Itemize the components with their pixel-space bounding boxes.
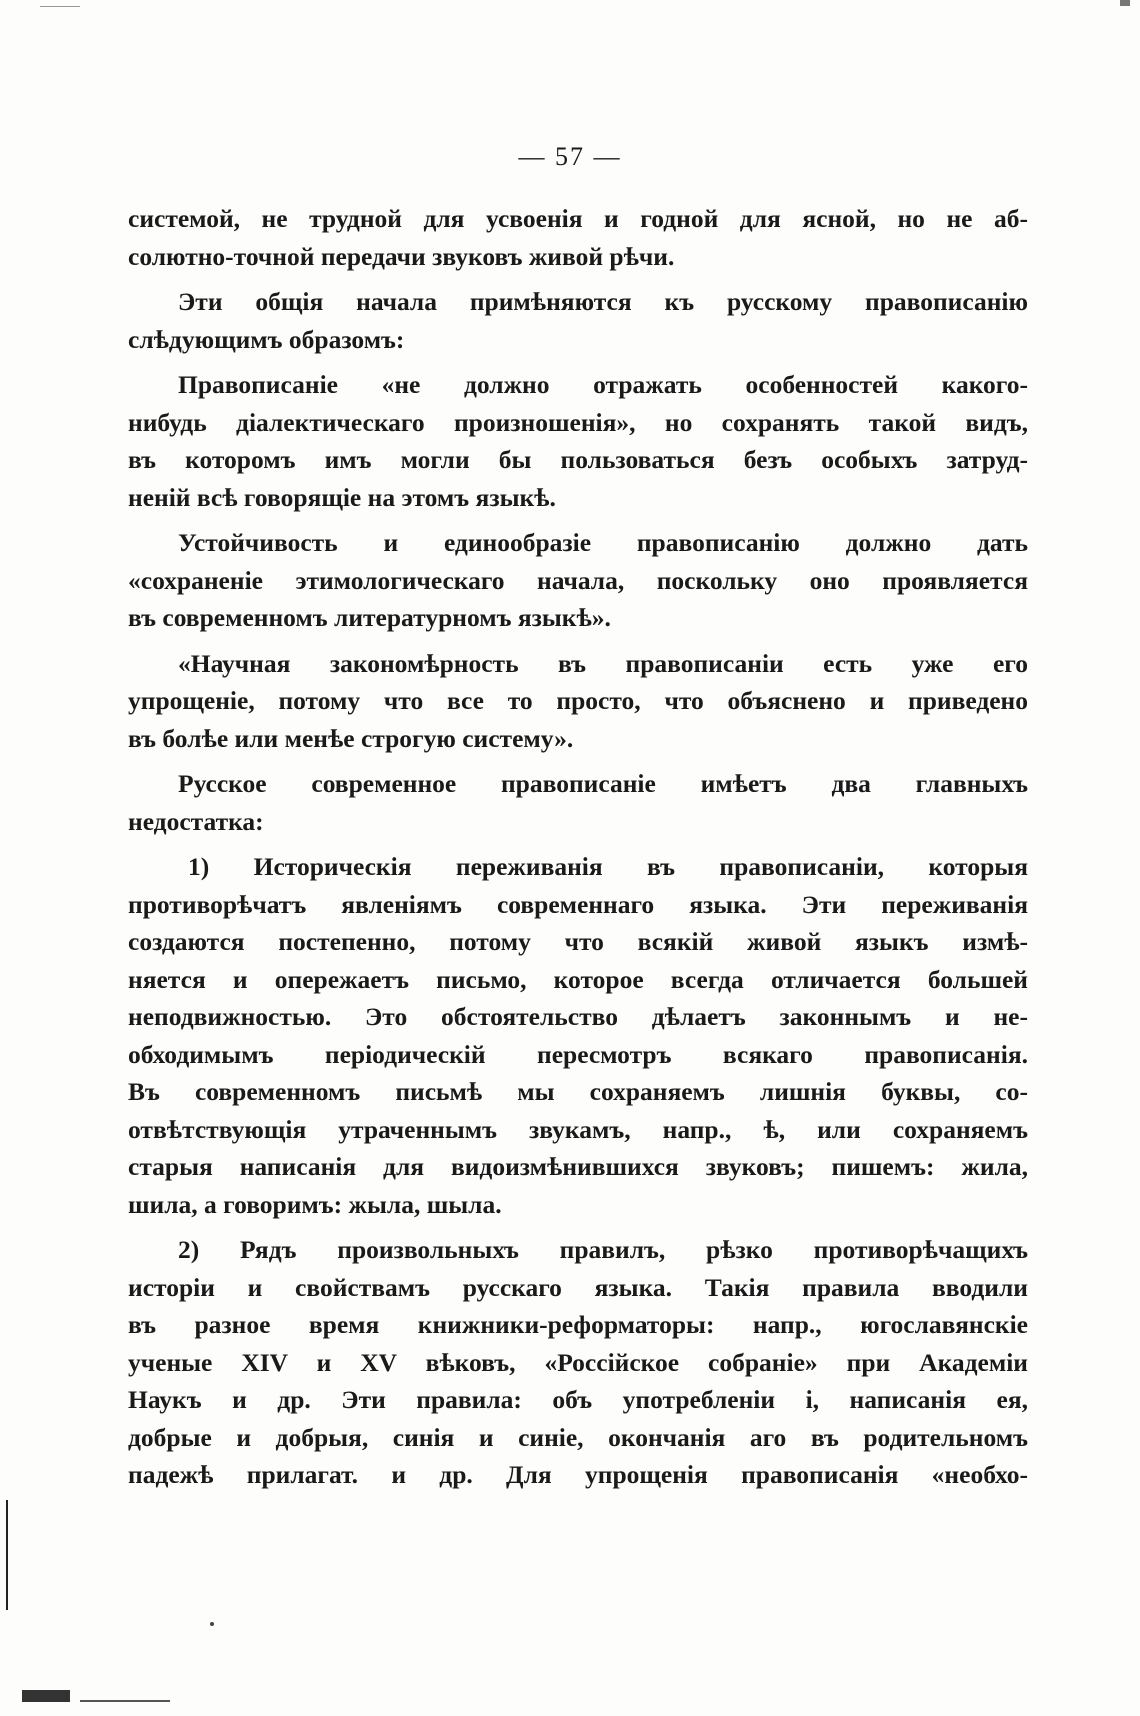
text-line: нибудь діалектическаго произношенія», но сохранять такой видъ, <box>128 407 1028 437</box>
text-line: неподвижностью. Это обстоятельство дѣлаетъ законнымъ и не- <box>128 1002 1028 1031</box>
text-line: въ разное время книжники-реформаторы: напр., югославянскіе <box>128 1310 1028 1339</box>
scan-top-right-mark <box>1120 0 1130 6</box>
text-line: Русское современное правописаніе имѣетъ два главныхъ <box>178 769 1028 798</box>
text-line: противорѣчатъ явленіямъ современнаго языка. Эти переживанія <box>128 889 1028 919</box>
text-line: «сохраненіе этимологическаго начала, поскольку оно проявляется <box>128 565 1028 595</box>
text-line: Въ современномъ письмѣ мы сохраняемъ лишнія буквы, со- <box>128 1077 1028 1106</box>
paragraph <box>128 524 1028 637</box>
page-number: — 57 — <box>518 142 622 171</box>
text-line: Устойчивость и единообразіе правописанію должно дать <box>178 528 1028 557</box>
paragraph <box>128 1231 1028 1494</box>
text-line: 1) Историческія переживанія въ правописаніи, которыя <box>188 852 1028 881</box>
paragraph <box>128 765 1028 840</box>
text-line: шила, а говоримъ: жыла, шыла. <box>128 1189 502 1219</box>
text-line: недостатка: <box>128 806 264 836</box>
text-line: Правописаніе «не должно отражать особенностей какого- <box>178 370 1028 399</box>
text-line: старыя написанія для видоизмѣнившихся звуковъ; пишемъ: жила, <box>128 1152 1028 1181</box>
text-line: въ болѣе или менѣе строгую систему». <box>128 723 574 753</box>
paragraph <box>128 366 1028 516</box>
text-line: няется и опережаетъ письмо, которое всегда отличается большей <box>128 964 1028 994</box>
text-line: «Научная закономѣрность въ правописаніи есть уже его <box>178 648 1028 678</box>
text-line: солютно-точной передачи звуковъ живой рѣчи. <box>128 241 675 271</box>
text-line: упрощеніе, потому что все то просто, что объяснено и приведено <box>128 686 1028 715</box>
text-line: падежѣ прилагат. и др. Для упрощенія правописанія «необхо- <box>128 1460 1028 1489</box>
scan-corner-smudge <box>22 1690 70 1702</box>
text-line: системой, не трудной для усвоенія и годной для ясной, но не аб- <box>128 204 1028 233</box>
scan-edge-mark <box>6 1500 8 1610</box>
text-line: Эти общія начала примѣняются къ русскому правописанію <box>178 287 1028 316</box>
scan-dot <box>210 1622 214 1626</box>
text-line: слѣдующимъ образомъ: <box>128 324 405 354</box>
text-line: добрые и добрыя, синія и синіе, окончанія аго въ родительномъ <box>128 1422 1028 1452</box>
scan-dots <box>80 1700 170 1702</box>
text-line: въ современномъ литературномъ языкѣ». <box>128 603 611 632</box>
paragraph <box>128 848 1028 1223</box>
scan-top-mark <box>40 6 80 7</box>
text-line: исторіи и свойствамъ русскаго языка. Такія правила вводили <box>128 1272 1028 1302</box>
text-line: ученые XIV и XV вѣковъ, «Россійское собраніе» при Академіи <box>128 1347 1028 1377</box>
text-line: неній всѣ говорящіе на этомъ языкѣ. <box>128 482 556 512</box>
text-line: Наукъ и др. Эти правила: объ употребленіи і, написанія ея, <box>128 1385 1028 1414</box>
text-line: 2) Рядъ произвольныхъ правилъ, рѣзко противорѣчащихъ <box>178 1235 1028 1264</box>
text-line: отвѣтствующія утраченнымъ звукамъ, напр., ѣ, или сохраняемъ <box>128 1114 1028 1144</box>
text-line: въ которомъ имъ могли бы пользоваться безъ особыхъ затруд- <box>128 445 1028 474</box>
paragraph <box>128 283 1028 358</box>
paragraph <box>128 200 1028 275</box>
text-line: обходимымъ періодическій пересмотръ всякаго правописанія. <box>128 1039 1028 1069</box>
text-line: создаются постепенно, потому что всякій живой языкъ измѣ- <box>128 927 1028 956</box>
body-text <box>128 200 1028 1502</box>
paragraph <box>128 645 1028 758</box>
